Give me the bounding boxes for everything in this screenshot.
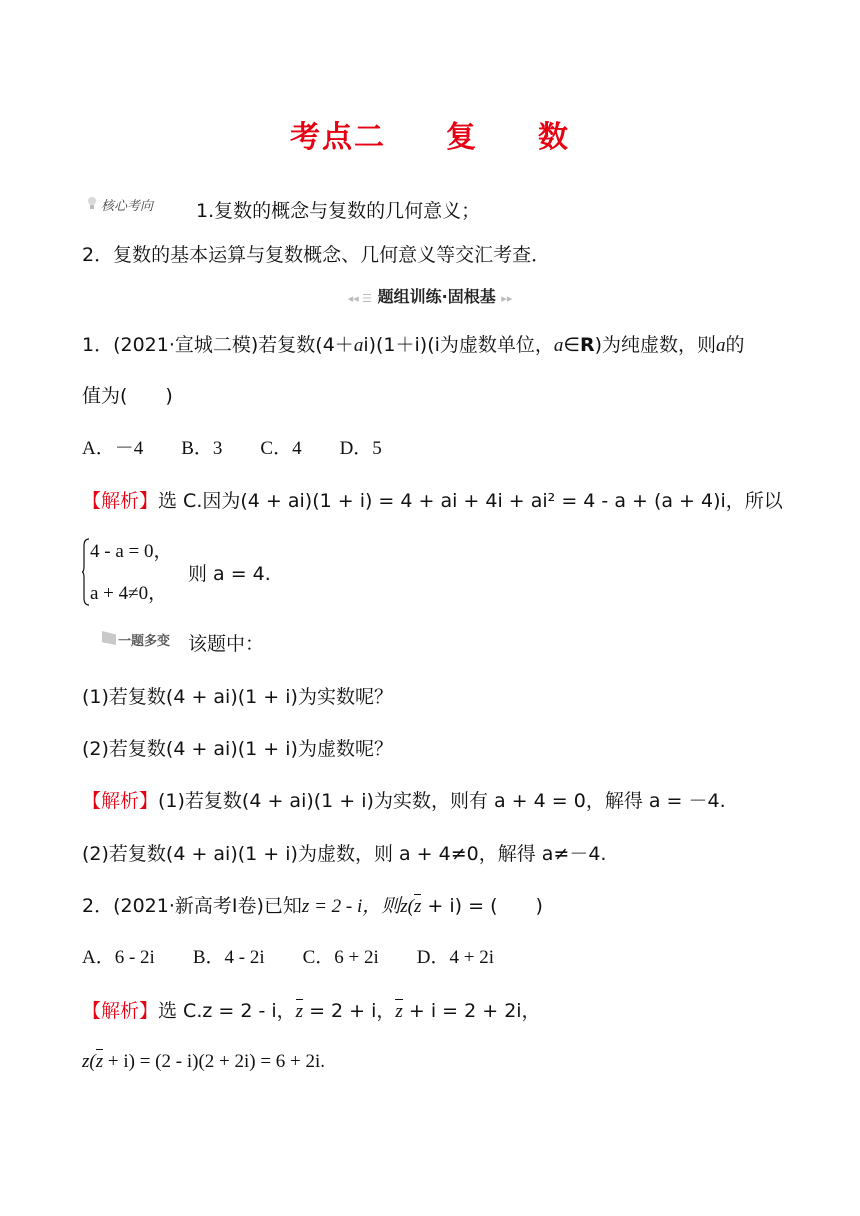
q1-text-b: i)(1＋i)(i为虚数单位，	[363, 334, 554, 356]
q2-text-b: z = 2 - i，则	[301, 896, 401, 917]
q1-text-d: R	[579, 334, 595, 356]
variant-sol1-text: (1)若复数(4 + ai)(1 + i)为实数，则有 a + 4 = 0，解得 a = －4.	[158, 790, 726, 812]
q1-options: A．－4 B．3 C．4 D．5	[82, 438, 382, 459]
q2-sol-c: = 2 + i，	[303, 1000, 396, 1022]
q2-conj-z: z	[413, 896, 422, 917]
q1-text-e: )为纯虚数，则	[594, 334, 717, 356]
q2-text-c: z(	[400, 896, 414, 917]
title-part3: 数	[538, 120, 570, 155]
q2-sol-conj-2: z	[395, 1001, 403, 1022]
q1-line2: 值为( )	[82, 385, 173, 407]
q2-line1	[82, 894, 543, 919]
variant-label: 一题多变	[118, 634, 171, 649]
q1-sol-label: 【解析】	[82, 490, 159, 512]
q2-sol-label: 【解析】	[82, 1000, 159, 1022]
system-eq1: 4 - a = 0，	[90, 541, 173, 562]
variant-sol2: (2)若复数(4 + ai)(1 + i)为虚数，则 a + 4≠0，解得 a≠－4.	[82, 843, 607, 865]
q2-solution	[82, 999, 541, 1024]
section-label: 题组训练·固根基	[377, 287, 496, 306]
section-header	[0, 284, 860, 307]
q1-text-a: 1．(2021·宣城二模)若复数(4＋	[82, 334, 354, 356]
section-title	[0, 112, 860, 156]
variant-sol1	[82, 789, 726, 813]
q2-text-e: + i) = ( )	[421, 895, 543, 917]
system-eq2: a + 4≠0，	[90, 583, 168, 604]
system-result: 则 a = 4.	[188, 563, 271, 585]
book-icon	[102, 631, 116, 645]
core-item-1: 1.复数的概念与复数的几何意义；	[196, 200, 481, 222]
q2-sol-conj-1: z	[295, 1001, 304, 1022]
q2-last-c: + i) = (2 - i)(2 + 2i) = 6 + 2i.	[103, 1051, 326, 1072]
q2-options: A．6 - 2i B．4 - 2i C．6 + 2i D．4 + 2i	[82, 947, 494, 968]
core-label: 核心考向	[101, 199, 154, 214]
variant-q2: (2)若复数(4 + ai)(1 + i)为虚数呢？	[82, 738, 393, 760]
variant-sol-label: 【解析】	[82, 790, 159, 812]
q1-solution	[82, 489, 783, 513]
q2-last-a: z(	[82, 1051, 96, 1072]
q1-text-f: 的	[725, 334, 745, 356]
q2-last-conj: z	[95, 1051, 104, 1072]
title-part2: 复	[446, 120, 478, 155]
right-arrow-icon: ▸▸	[501, 292, 513, 305]
q1-sol-text: 选 C.因为(4 + ai)(1 + i) = 4 + ai + 4i + ai² = 4 - a + (a + 4)i，所以	[158, 490, 783, 512]
core-item-2: 2．复数的基本运算与复数概念、几何意义等交汇考查．	[82, 244, 551, 266]
variant-intro: 该题中：	[188, 633, 265, 655]
q1-text-c: ∈	[563, 334, 580, 356]
q2-final	[82, 1050, 325, 1074]
system-brace	[82, 538, 90, 606]
lightbulb-icon	[87, 196, 97, 210]
q2-sol-e: + i = 2 + 2i，	[402, 1000, 541, 1022]
left-arrow-icon: ◂◂ ☰	[347, 292, 373, 305]
variant-q1: (1)若复数(4 + ai)(1 + i)为实数呢？	[82, 686, 393, 708]
q2-sol-a: 选 C.z = 2 - i，	[158, 1000, 296, 1022]
q2-text-a: 2．(2021·新高考Ⅰ卷)已知	[82, 895, 302, 917]
title-part1: 考点二	[290, 120, 386, 155]
q1-line1: 1．(2021·宣城二模)若复数(4＋ai)(1＋i)(i为虚数单位，a∈R)为纯虚数，则a的	[82, 334, 745, 356]
